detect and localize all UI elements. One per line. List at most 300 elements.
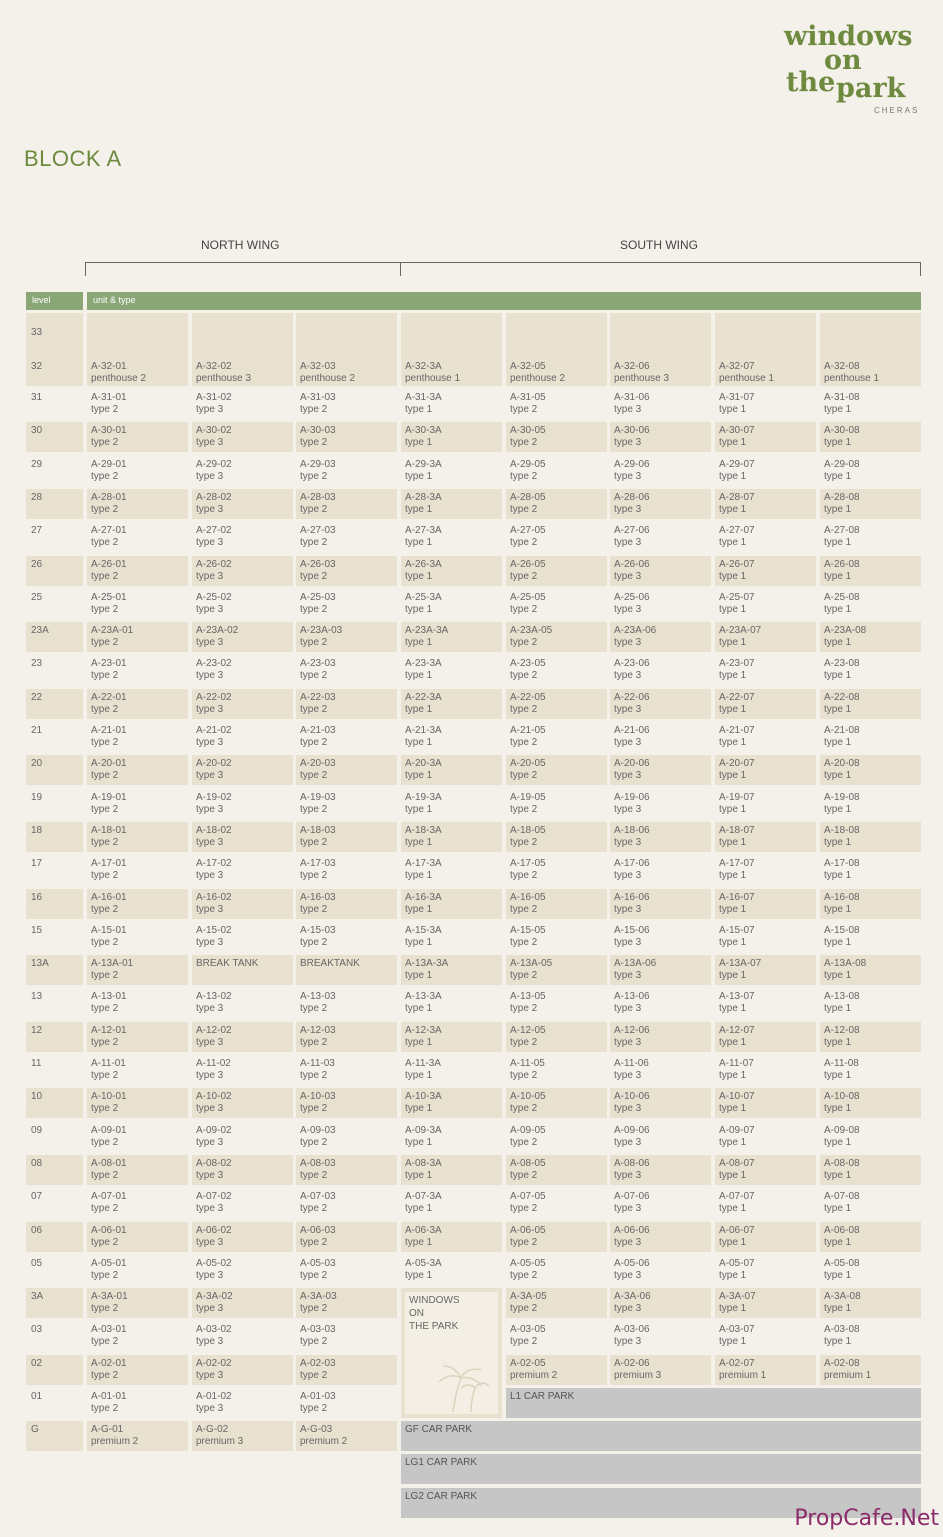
unit-type: type 3	[196, 637, 224, 649]
unit-type: type 2	[91, 1303, 119, 1315]
unit-number: A-32-3A	[405, 361, 442, 372]
unit-type: type 3	[614, 970, 642, 982]
bracket-tick	[400, 262, 401, 276]
unit-cell	[401, 855, 502, 885]
unit-type: type 3	[614, 1136, 642, 1148]
unit-cell	[610, 489, 711, 519]
unit-cell	[820, 722, 921, 752]
unit-cell	[87, 855, 188, 885]
unit-number: A-11-02	[196, 1058, 231, 1069]
unit-cell	[401, 922, 502, 952]
unit-type: type 3	[196, 737, 224, 748]
unit-type: type 2	[91, 570, 119, 582]
unit-cell	[715, 689, 816, 719]
unit-type: type 2	[300, 703, 328, 715]
unit-type: type 2	[510, 770, 538, 782]
unit-cell	[192, 1022, 293, 1052]
unit-number: A-17-3A	[405, 858, 442, 870]
unit-number: A-13A-08	[824, 958, 867, 970]
unit-cell	[820, 1321, 921, 1351]
unit-number: A-11-03	[300, 1058, 335, 1069]
unit-type: type 2	[91, 1403, 119, 1414]
unit-number: A-23A-05	[510, 625, 553, 637]
unit-type: type 1	[405, 1236, 433, 1248]
unit-cell	[610, 1188, 711, 1218]
unit-type: type 2	[91, 1203, 119, 1215]
unit-number: A-31-03	[300, 392, 336, 403]
unit-number: A-27-3A	[405, 525, 442, 537]
unit-type: type 2	[300, 603, 328, 615]
level-number: 05	[31, 1257, 43, 1269]
unit-type: type 2	[91, 703, 119, 715]
unit-cell	[401, 1255, 502, 1285]
unit-type: penthouse 1	[824, 373, 880, 384]
unit-number: A-05-3A	[405, 1257, 442, 1269]
unit-type: penthouse 2	[300, 373, 356, 384]
unit-cell	[715, 456, 816, 486]
unit-cell	[715, 822, 816, 852]
unit-type: type 2	[300, 570, 328, 582]
unit-cell	[506, 1355, 607, 1385]
unit-cell	[401, 1155, 502, 1185]
unit-cell	[506, 889, 607, 919]
unit-number: A-03-03	[300, 1324, 336, 1336]
unit-type: type 1	[719, 470, 747, 482]
unit-type: type 2	[91, 936, 119, 948]
unit-number: A-23A-02	[196, 625, 239, 637]
unit-type: type 2	[510, 1269, 538, 1281]
unit-number: A-10-07	[719, 1091, 755, 1103]
unit-number: A-20-06	[614, 758, 650, 770]
unit-cell	[87, 456, 188, 486]
level-label	[26, 822, 83, 852]
unit-cell	[192, 1122, 293, 1152]
unit-type: type 1	[824, 1169, 852, 1181]
unit-number: A-08-05	[510, 1157, 546, 1169]
unit-number: A-19-08	[824, 791, 860, 803]
unit-type: type 1	[405, 770, 433, 782]
unit-number: A-13-06	[614, 991, 650, 1003]
unit-cell	[192, 988, 293, 1018]
unit-number: A-16-07	[719, 891, 755, 903]
unit-type: type 2	[91, 470, 119, 482]
unit-number: A-30-05	[510, 425, 546, 437]
level-number: 12	[31, 1024, 43, 1036]
unit-number: A-10-01	[91, 1091, 127, 1103]
unit-number: A-18-3A	[405, 824, 442, 836]
unit-number: A-11-3A	[405, 1058, 441, 1069]
unit-type: type 2	[300, 437, 328, 449]
level-number: 26	[31, 558, 43, 570]
unit-cell	[192, 1155, 293, 1185]
level-number: 03	[31, 1324, 43, 1336]
unit-number: A-20-01	[91, 758, 127, 770]
unit-type: type 3	[196, 1003, 224, 1015]
unit-type: penthouse 1	[405, 373, 461, 384]
unit-cell	[401, 1088, 502, 1118]
unit-cell	[610, 689, 711, 719]
unit-type: type 2	[510, 670, 538, 682]
unit-cell	[192, 556, 293, 586]
unit-type: type 3	[614, 870, 642, 882]
unit-cell	[610, 1122, 711, 1152]
unit-cell	[296, 988, 397, 1018]
unit-number: A-28-02	[196, 491, 232, 503]
unit-number: A-12-05	[510, 1024, 546, 1036]
unit-cell	[401, 1188, 502, 1218]
unit-type: type 1	[719, 870, 747, 882]
logo-word-on: on	[824, 45, 862, 76]
unit-number: A-21-08	[824, 725, 860, 736]
unit-type: type 3	[614, 404, 642, 415]
level-number: 07	[31, 1191, 43, 1203]
north-wing-label: NORTH WING	[201, 238, 280, 252]
unit-type: type 2	[510, 1003, 538, 1015]
unit-type: type 1	[824, 970, 852, 982]
unit-cell	[820, 889, 921, 919]
unit-cell	[610, 1321, 711, 1351]
unit-type: type 3	[614, 570, 642, 582]
unit-type: type 2	[510, 703, 538, 715]
unit-number: A-15-02	[196, 924, 232, 936]
unit-number: A-25-03	[300, 591, 336, 603]
unit-type: type 1	[719, 1336, 747, 1348]
unit-type: type 3	[196, 870, 224, 882]
unit-cell	[87, 1255, 188, 1285]
unit-type: type 1	[824, 870, 852, 882]
unit-type: type 1	[719, 1203, 747, 1215]
unit-cell	[610, 522, 711, 552]
unit-type: premium 2	[300, 1436, 348, 1448]
unit-cell	[87, 755, 188, 785]
unit-type: type 3	[614, 803, 642, 815]
unit-cell	[610, 589, 711, 619]
unit-number: A-16-3A	[405, 891, 442, 903]
unit-cell	[192, 456, 293, 486]
level-label	[26, 988, 83, 1018]
unit-type: type 3	[614, 1070, 642, 1081]
unit-type: type 1	[719, 737, 747, 748]
unit-number: A-30-01	[91, 425, 127, 437]
unit-type: type 1	[824, 603, 852, 615]
level-label	[26, 556, 83, 586]
unit-type: type 3	[614, 936, 642, 948]
unit-type: type 1	[824, 570, 852, 582]
unit-cell	[715, 1255, 816, 1285]
unit-type: type 3	[614, 637, 642, 649]
unit-number: A-13-01	[91, 991, 127, 1003]
unit-number: A-05-07	[719, 1257, 755, 1269]
unit-number: A-G-03	[300, 1424, 333, 1436]
unit-cell	[87, 1088, 188, 1118]
unit-cell	[715, 855, 816, 885]
unit-type: type 2	[300, 803, 328, 815]
unit-cell	[192, 1321, 293, 1351]
unit-number: A-31-01	[91, 392, 127, 403]
unit-type: type 1	[405, 570, 433, 582]
unit-number: A-09-01	[91, 1124, 127, 1136]
unit-type: type 2	[91, 870, 119, 882]
unit-cell	[715, 1088, 816, 1118]
unit-cell	[87, 722, 188, 752]
unit-cell	[296, 1122, 397, 1152]
unit-number: A-13A-06	[614, 958, 657, 970]
unit-cell	[610, 1155, 711, 1185]
unit-type: type 3	[614, 537, 642, 549]
unit-number: A-23-06	[614, 658, 650, 670]
unit-cell	[506, 313, 607, 386]
unit-type: type 1	[719, 437, 747, 449]
unit-type: type 1	[824, 537, 852, 549]
unit-type: type 3	[196, 836, 224, 848]
unit-cell	[296, 722, 397, 752]
unit-number: A-06-07	[719, 1224, 755, 1236]
unit-number: A-17-02	[196, 858, 232, 870]
level-number: 25	[31, 591, 43, 603]
unit-cell	[296, 1155, 397, 1185]
unit-cell	[506, 456, 607, 486]
unit-type: type 1	[824, 1070, 852, 1081]
unit-number: A-16-01	[91, 891, 127, 903]
unit-cell	[296, 922, 397, 952]
logo-word-cheras: CHERAS	[874, 106, 920, 115]
unit-type: type 2	[300, 1369, 328, 1381]
palm-tree-icon	[431, 1354, 491, 1414]
level-label	[26, 1321, 83, 1351]
unit-type: type 2	[91, 1336, 119, 1348]
unit-number: A-06-01	[91, 1224, 127, 1236]
unit-type: type 1	[405, 1169, 433, 1181]
unit-number: A-25-01	[91, 591, 127, 603]
unit-number: A-02-07	[719, 1357, 755, 1369]
unit-number: A-01-03	[300, 1391, 336, 1402]
unit-cell	[506, 988, 607, 1018]
unit-type: type 2	[300, 1136, 328, 1148]
level-number: 06	[31, 1224, 43, 1236]
unit-number: A-3A-06	[614, 1291, 651, 1303]
unit-cell	[610, 313, 711, 386]
unit-number: A-13-02	[196, 991, 232, 1003]
unit-number: A-13A-3A	[405, 958, 449, 970]
unit-number: A-13-03	[300, 991, 336, 1003]
unit-cell	[192, 1088, 293, 1118]
unit-type: type 2	[510, 1336, 538, 1348]
level-number: 11	[31, 1058, 42, 1069]
unit-type: premium 2	[510, 1369, 558, 1381]
unit-type: type 1	[719, 1003, 747, 1015]
unit-cell	[87, 589, 188, 619]
unit-type: type 2	[91, 770, 119, 782]
unit-number: A-11-06	[614, 1058, 649, 1069]
unit-cell	[87, 1222, 188, 1252]
unit-cell	[506, 622, 607, 652]
unit-type: type 2	[510, 1070, 538, 1081]
unit-type: type 1	[719, 1136, 747, 1148]
level-label	[26, 855, 83, 885]
unit-number: A-G-02	[196, 1424, 229, 1436]
unit-number: A-16-02	[196, 891, 232, 903]
unit-cell	[87, 889, 188, 919]
unit-cell	[506, 655, 607, 685]
bracket-tick	[85, 262, 86, 276]
unit-number: A-31-3A	[405, 392, 442, 403]
unit-number: A-30-07	[719, 425, 755, 437]
level-number: 02	[31, 1357, 43, 1369]
unit-cell	[715, 1321, 816, 1351]
unit-cell	[296, 622, 397, 652]
unit-number: A-19-07	[719, 791, 755, 803]
unit-number: A-32-02	[196, 361, 232, 372]
unit-number: A-07-06	[614, 1191, 650, 1203]
unit-number: A-08-03	[300, 1157, 336, 1169]
unit-cell	[87, 522, 188, 552]
unit-number: A-23A-08	[824, 625, 867, 637]
unit-cell	[192, 1188, 293, 1218]
unit-cell	[87, 689, 188, 719]
unit-cell	[296, 313, 397, 386]
level-label	[26, 489, 83, 519]
unit-type: type 2	[91, 1003, 119, 1015]
unit-number: A-02-08	[824, 1357, 860, 1369]
unit-number: A-17-06	[614, 858, 650, 870]
unit-number: A-27-05	[510, 525, 546, 537]
unit-type: type 3	[614, 470, 642, 482]
unit-type: type 3	[196, 1070, 224, 1081]
unit-cell	[401, 556, 502, 586]
unit-number: A-22-07	[719, 691, 755, 703]
unit-type: type 3	[196, 1203, 224, 1215]
unit-number: A-05-06	[614, 1257, 650, 1269]
unit-number: A-28-3A	[405, 491, 442, 503]
unit-type: type 2	[91, 836, 119, 848]
unit-number: A-06-3A	[405, 1224, 442, 1236]
unit-cell	[820, 456, 921, 486]
unit-cell	[296, 1255, 397, 1285]
unit-type: type 1	[824, 1103, 852, 1115]
unit-type: type 3	[196, 803, 224, 815]
unit-number: A-22-06	[614, 691, 650, 703]
unit-cell	[192, 1421, 293, 1451]
unit-number: A-3A-07	[719, 1291, 756, 1303]
logo-word-park: park	[836, 73, 906, 104]
unit-type: type 3	[614, 437, 642, 449]
unit-type-header: unit & type	[87, 292, 921, 310]
unit-cell	[192, 589, 293, 619]
unit-number: A-18-05	[510, 824, 546, 836]
unit-number: A-26-01	[91, 558, 127, 570]
unit-type: type 1	[405, 1269, 433, 1281]
unit-number: A-26-03	[300, 558, 336, 570]
unit-number: A-23A-03	[300, 625, 343, 637]
windows-on-the-park-box	[401, 1288, 502, 1418]
unit-type: type 3	[614, 1269, 642, 1281]
unit-number: A-30-02	[196, 425, 232, 437]
unit-cell	[296, 822, 397, 852]
level-label	[26, 1088, 83, 1118]
south-wing-label: SOUTH WING	[620, 238, 698, 252]
unit-number: A-3A-08	[824, 1291, 861, 1303]
unit-cell	[715, 489, 816, 519]
unit-number: A-05-08	[824, 1257, 860, 1269]
unit-cell	[715, 722, 816, 752]
unit-number: A-05-03	[300, 1257, 336, 1269]
unit-type: type 3	[196, 470, 224, 482]
unit-type: type 3	[614, 737, 642, 748]
unit-cell	[506, 1255, 607, 1285]
unit-number: A-G-01	[91, 1424, 124, 1436]
unit-cell	[506, 389, 607, 419]
unit-type: type 1	[824, 670, 852, 682]
unit-number: A-02-01	[91, 1357, 127, 1369]
unit-type: type 2	[510, 404, 538, 415]
l1-car-park: L1 CAR PARK	[506, 1388, 921, 1418]
level-number: 23A	[31, 625, 49, 637]
unit-type: type 2	[510, 1236, 538, 1248]
unit-type: type 2	[510, 637, 538, 649]
level-number: 28	[31, 491, 43, 503]
unit-type: type 2	[91, 1070, 119, 1081]
unit-cell	[87, 1188, 188, 1218]
unit-type: type 2	[300, 503, 328, 515]
unit-cell	[296, 855, 397, 885]
level-number: 09	[31, 1124, 43, 1136]
unit-type: type 3	[614, 1303, 642, 1315]
unit-cell	[506, 589, 607, 619]
unit-number: A-09-3A	[405, 1124, 442, 1136]
unit-cell	[820, 1055, 921, 1085]
unit-number: A-18-02	[196, 824, 232, 836]
unit-number: A-06-03	[300, 1224, 336, 1236]
unit-type: type 2	[300, 470, 328, 482]
unit-type: type 1	[719, 637, 747, 649]
level-number: 13A	[31, 958, 49, 970]
unit-number: A-06-08	[824, 1224, 860, 1236]
level-number: 10	[31, 1091, 43, 1103]
unit-type: type 1	[824, 1003, 852, 1015]
unit-type: type 3	[614, 503, 642, 515]
unit-type: type 1	[405, 970, 433, 982]
unit-cell	[820, 655, 921, 685]
unit-cell	[87, 489, 188, 519]
unit-cell	[192, 755, 293, 785]
unit-type: type 3	[196, 1303, 224, 1315]
unit-type: type 1	[405, 870, 433, 882]
unit-number: A-21-07	[719, 725, 755, 736]
unit-type: type 3	[196, 1136, 224, 1148]
unit-type: type 1	[824, 770, 852, 782]
unit-number: A-03-02	[196, 1324, 232, 1336]
unit-type: type 3	[614, 1203, 642, 1215]
logo-word-windows: windows	[784, 21, 913, 52]
unit-type: type 2	[300, 1303, 328, 1315]
unit-number: A-23-08	[824, 658, 860, 670]
unit-cell	[192, 722, 293, 752]
unit-cell	[715, 789, 816, 819]
level-label	[26, 689, 83, 719]
unit-number: A-32-03	[300, 361, 336, 372]
unit-cell	[296, 1055, 397, 1085]
unit-type: type 1	[719, 537, 747, 549]
unit-type: type 3	[196, 437, 224, 449]
unit-cell	[296, 522, 397, 552]
unit-cell	[506, 1288, 607, 1318]
unit-number: A-06-05	[510, 1224, 546, 1236]
unit-number: A-11-08	[824, 1058, 859, 1069]
unit-cell	[506, 1188, 607, 1218]
unit-type: type 2	[91, 670, 119, 682]
unit-cell	[296, 1022, 397, 1052]
unit-number: A-08-07	[719, 1157, 755, 1169]
